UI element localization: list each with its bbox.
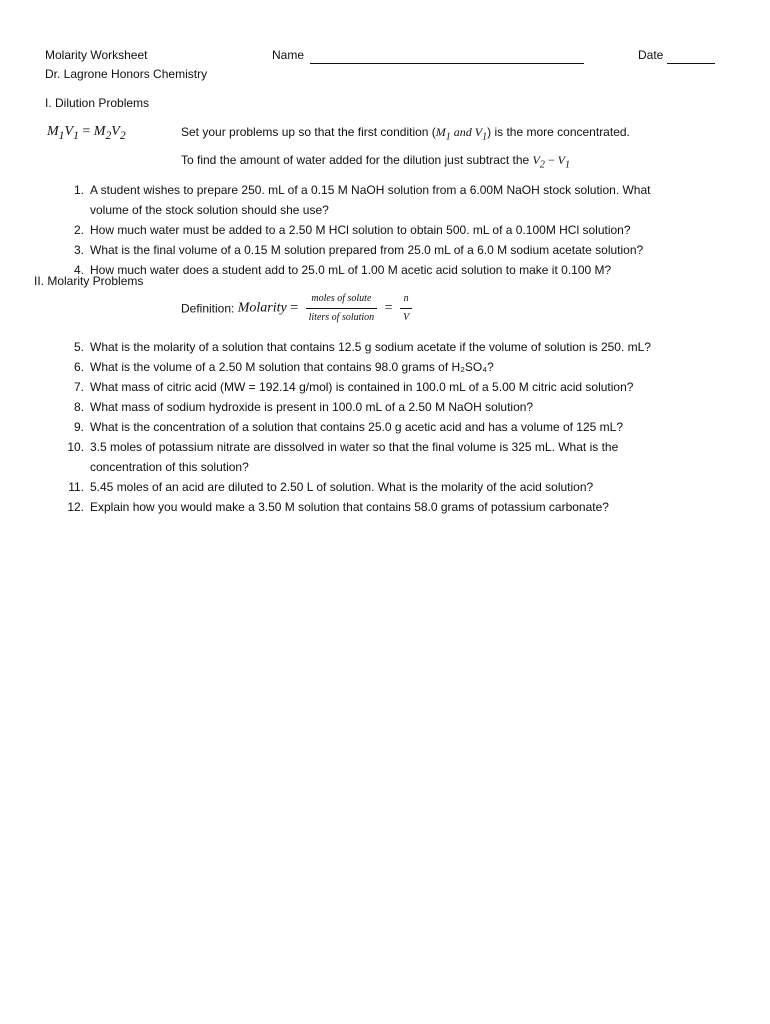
question-text: volume of the stock solution should she use? (90, 203, 329, 217)
formula-v2: V (111, 124, 120, 139)
definition-equals: = (286, 300, 302, 316)
formula-equals: = (78, 124, 94, 139)
dilution-question-list (66, 180, 651, 280)
formula-m1-subscript: 1 (58, 128, 65, 142)
molarity-definition (181, 292, 416, 325)
instruction-1-text-end: ) is the more concentrated. (487, 125, 630, 139)
question-item (66, 220, 651, 240)
question-text: What is the concentration of a solution that contains 25.0 g acetic acid and has a volume of 125 mL? (90, 420, 623, 434)
definition-label: Definition: (181, 301, 238, 316)
definition-equals-2: = (381, 300, 397, 316)
question-number: 4. (73, 263, 84, 277)
question-text: How much water does a student add to 25.0 mL of 1.00 M acetic acid solution to make it 0.100 M? (90, 263, 612, 277)
question-item (66, 377, 651, 397)
question-number: 8. (73, 400, 84, 414)
question-text: What is the final volume of a 0.15 M solution prepared from 25.0 mL of a 6.0 M sodium acetate solution? (90, 243, 644, 257)
formula-m2: M (93, 124, 106, 139)
fraction-denominator-v: V (403, 312, 410, 323)
question-item (66, 397, 651, 417)
section-heading-dilution: I. Dilution Problems (45, 96, 150, 110)
question-number: 5. (73, 340, 84, 354)
formula-v1: V (64, 124, 74, 139)
question-text: What is the molarity of a solution that contains 12.5 g sodium acetate if the volume of solution is 250. mL? (90, 340, 651, 354)
instruction-2-minus: − (544, 153, 558, 167)
dilution-formula (47, 124, 126, 142)
formula-v2-subscript: 2 (119, 128, 126, 142)
question-text: Explain how you would make a 3.50 M solution that contains 58.0 grams of potassium carbonate? (90, 500, 609, 514)
formula-m1: M (47, 124, 59, 139)
question-number: 7. (73, 380, 84, 394)
definition-molarity-word: Molarity (237, 300, 287, 316)
question-number: 12. (67, 500, 84, 514)
dilution-instruction-1 (181, 125, 630, 142)
question-text: concentration of this solution? (90, 460, 249, 474)
question-number: 10. (67, 440, 84, 454)
question-text: How much water must be added to a 2.50 M HCl solution to obtain 500. mL of a 0.100M HCl solution? (90, 223, 631, 237)
instruction-1-and: and (450, 125, 475, 139)
instruction-2-v2-subscript: 2 (539, 159, 545, 171)
question-item (66, 477, 651, 497)
instruction-1-m: M (435, 125, 446, 139)
fraction-numerator-moles: moles of solute (306, 292, 378, 309)
question-item (66, 497, 651, 517)
question-text: What is the volume of a 2.50 M solution that contains 98.0 grams of H₂SO₄? (90, 360, 494, 374)
instruction-2-v1: V (557, 153, 566, 167)
name-label: Name (272, 48, 305, 62)
date-field[interactable] (667, 63, 715, 64)
question-item (66, 180, 651, 220)
name-field[interactable] (310, 63, 584, 64)
instruction-2-v1-subscript: 1 (565, 159, 571, 171)
worksheet-title: Molarity Worksheet (45, 48, 148, 62)
formula-v1-subscript: 1 (73, 128, 79, 142)
instruction-1-text-start: Set your problems up so that the first condition ( (181, 125, 436, 139)
instruction-2-v2: V (532, 153, 540, 167)
molarity-question-list (66, 337, 651, 517)
question-number: 3. (73, 243, 84, 257)
question-number: 6. (73, 360, 84, 374)
instruction-2-text: To find the amount of water added for the dilution just subtract the (181, 153, 533, 167)
question-text: A student wishes to prepare 250. mL of a 0.15 M NaOH solution from a 6.00M NaOH stock solution. What (90, 183, 651, 197)
question-item (66, 337, 651, 357)
dilution-instruction-2 (181, 153, 570, 170)
question-item (66, 417, 651, 437)
fraction-moles-per-liters (306, 292, 378, 325)
question-item (66, 240, 651, 260)
question-item (66, 357, 651, 377)
date-label: Date (638, 48, 664, 62)
fraction-n-per-v (400, 292, 412, 325)
question-item (66, 260, 651, 280)
question-item (66, 437, 651, 477)
instruction-1-v-subscript: 1 (482, 131, 488, 143)
fraction-numerator-n: n (400, 292, 412, 309)
question-number: 9. (73, 420, 84, 434)
question-number: 2. (73, 223, 84, 237)
question-text: 5.45 moles of an acid are diluted to 2.50 L of solution. What is the molarity of the acid solution? (90, 480, 594, 494)
formula-m2-subscript: 2 (105, 128, 112, 142)
course-name: Dr. Lagrone Honors Chemistry (45, 67, 208, 81)
instruction-1-v: V (474, 125, 483, 139)
question-text: What mass of citric acid (MW = 192.14 g/mol) is contained in 100.0 mL of a 5.00 M citric acid solution? (90, 380, 634, 394)
fraction-denominator-liters: liters of solution (308, 312, 375, 323)
question-number: 11. (68, 480, 84, 494)
question-text: 3.5 moles of potassium nitrate are dissolved in water so that the final volume is 325 mL. What is the (90, 440, 619, 454)
question-text: What mass of sodium hydroxide is present in 100.0 mL of a 2.50 M NaOH solution? (90, 400, 534, 414)
question-number: 1. (73, 183, 84, 197)
section-heading-molarity: II. Molarity Problems (34, 274, 144, 288)
instruction-1-m-subscript: 1 (445, 131, 451, 143)
